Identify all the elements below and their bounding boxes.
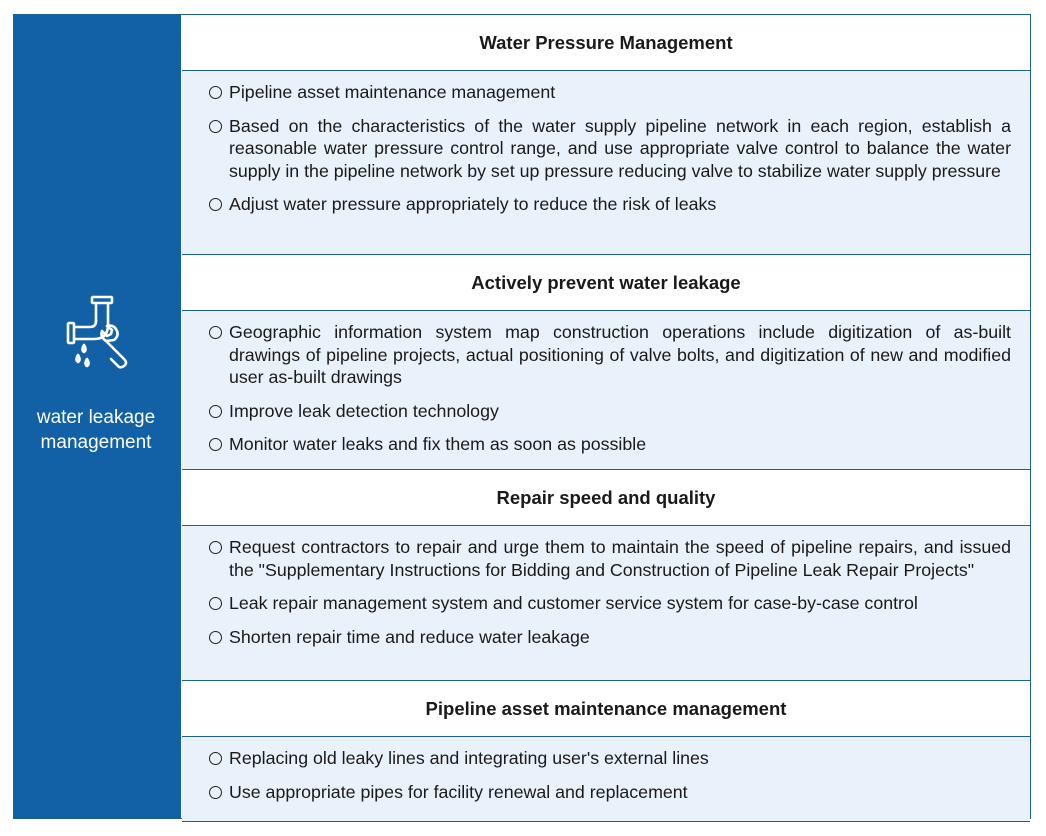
list-item: Adjust water pressure appropriately to reduce the risk of leaks [209, 193, 1011, 216]
list-item: Improve leak detection technology [209, 400, 1011, 423]
circle-bullet-icon [209, 438, 222, 451]
section-body [182, 311, 1030, 470]
list-item: Use appropriate pipes for facility renewal and replacement [209, 781, 1011, 804]
list-item: Shorten repair time and reduce water leakage [209, 626, 1011, 649]
list-item: Request contractors to repair and urge them to maintain the speed of pipeline repairs, and issued the "Supplementary Instructions for Bidding and Construction of Pipeline Leak Repair Projects" [209, 536, 1011, 581]
section-title: Repair speed and quality [182, 470, 1030, 526]
list-item: Pipeline asset maintenance management [209, 81, 1011, 104]
sections-panel [182, 15, 1030, 822]
circle-bullet-icon [209, 631, 222, 644]
circle-bullet-icon [209, 86, 222, 99]
section-repair-speed [182, 470, 1030, 681]
pipe-leak-wrench-icon [62, 295, 132, 375]
section-title: Pipeline asset maintenance management [182, 681, 1030, 737]
list-item: Geographic information system map construction operations include digitization of as-built drawings of pipeline projects, actual positioning of valve bolts, and digitization of new and modified user as-built drawings [209, 321, 1011, 389]
section-water-pressure [182, 15, 1030, 255]
section-title: Actively prevent water leakage [182, 255, 1030, 311]
circle-bullet-icon [209, 120, 222, 133]
list-item: Based on the characteristics of the water supply pipeline network in each region, establish a reasonable water pressure control range, and use appropriate valve control to balance the water supply in the pipeline network by set up pressure reducing valve to stabilize water supply pressure [209, 115, 1011, 183]
circle-bullet-icon [209, 198, 222, 211]
category-panel [14, 15, 181, 818]
section-asset-maintenance [182, 681, 1030, 822]
circle-bullet-icon [209, 597, 222, 610]
section-prevent-leakage [182, 255, 1030, 470]
section-title: Water Pressure Management [182, 15, 1030, 71]
circle-bullet-icon [209, 326, 222, 339]
category-label: water leakage management [36, 407, 156, 453]
section-body [182, 737, 1030, 822]
circle-bullet-icon [209, 405, 222, 418]
circle-bullet-icon [209, 786, 222, 799]
list-item: Leak repair management system and customer service system for case-by-case control [209, 592, 1011, 615]
circle-bullet-icon [209, 752, 222, 765]
circle-bullet-icon [209, 541, 222, 554]
section-body [182, 526, 1030, 681]
list-item: Monitor water leaks and fix them as soon as possible [209, 433, 1011, 456]
section-body [182, 71, 1030, 255]
list-item: Replacing old leaky lines and integrating user's external lines [209, 747, 1011, 770]
